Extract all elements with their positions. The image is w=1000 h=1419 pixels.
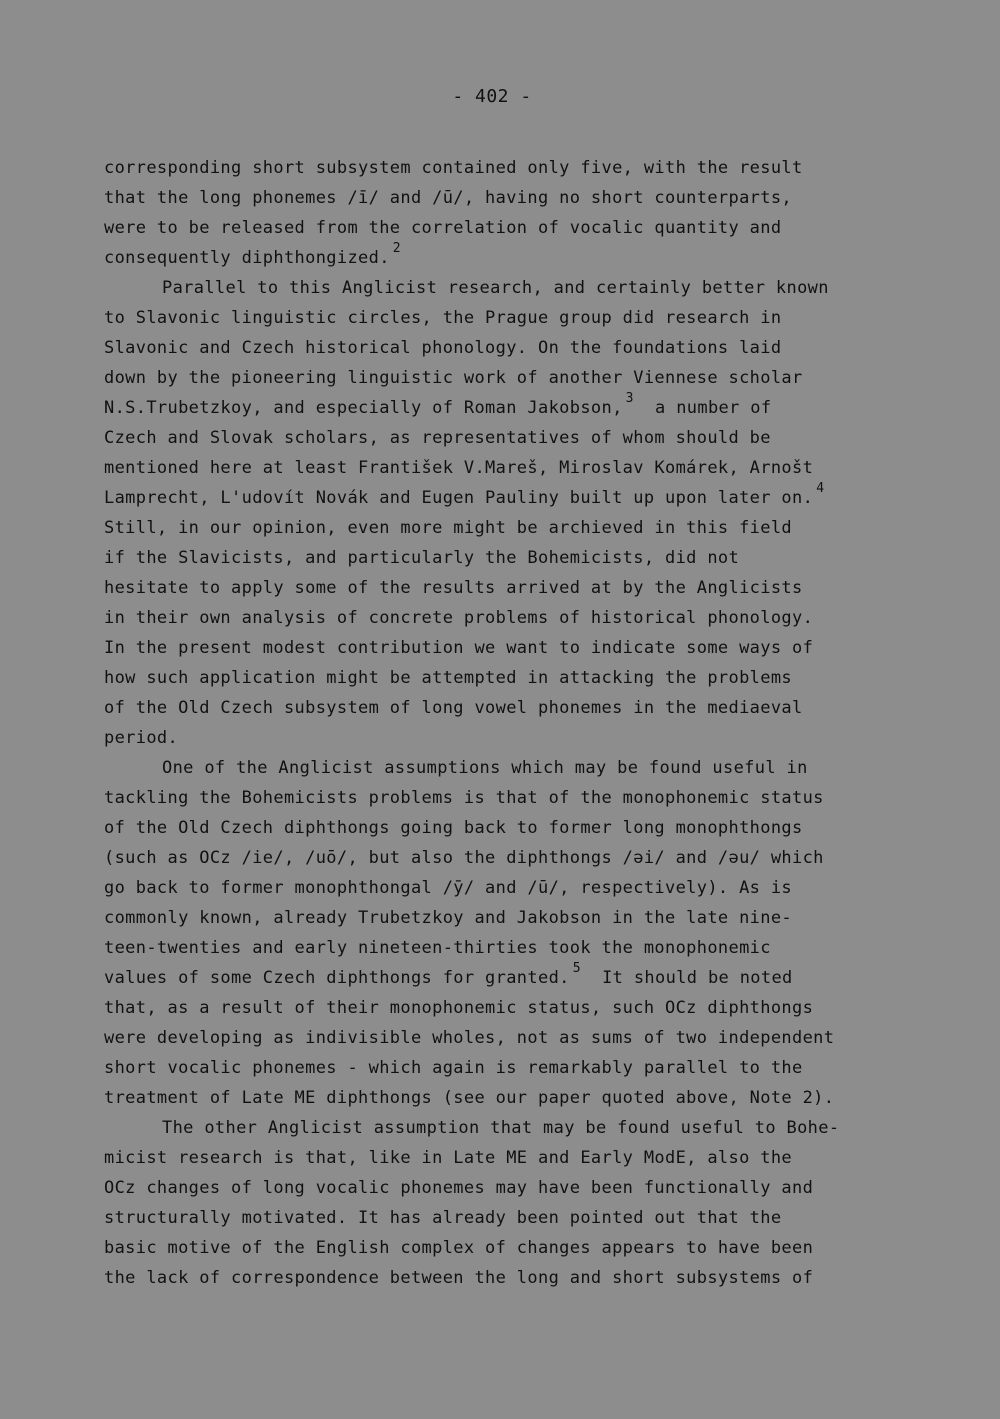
line-text: that the long phonemes /ī/ and /ū/, having no short counterparts,	[104, 188, 793, 208]
line-text: (such as OCz /ie/, /uō/, but also the diphthongs /əi/ and /əu/ which	[104, 848, 824, 868]
text-line	[104, 1263, 934, 1293]
text-line	[104, 693, 934, 723]
text-line	[104, 963, 934, 993]
body-text	[104, 153, 934, 1293]
line-text: hesitate to apply some of the results arrived at by the Anglicists	[104, 578, 803, 598]
line-text: the lack of correspondence between the long and short subsystems of	[104, 1268, 814, 1288]
line-text: tackling the Bohemicists problems is that of the monophonemic status	[104, 788, 824, 808]
text-line	[104, 513, 934, 543]
footnote-marker: 4	[816, 481, 825, 496]
line-text: Slavonic and Czech historical phonology. On the foundations laid	[104, 338, 782, 358]
line-text: micist research is that, like in Late ME and Early ModE, also the	[104, 1148, 793, 1168]
text-line	[104, 1023, 934, 1053]
text-line	[104, 753, 934, 783]
text-line	[104, 603, 934, 633]
text-line	[104, 843, 934, 873]
line-text: structurally motivated. It has already been pointed out that the	[104, 1208, 782, 1228]
line-text: were developing as indivisible wholes, not as sums of two independent	[104, 1028, 835, 1048]
text-line	[104, 1053, 934, 1083]
line-text: Czech and Slovak scholars, as representatives of whom should be	[104, 428, 771, 448]
line-text-continued: a number of	[633, 398, 772, 418]
text-line	[104, 483, 934, 513]
line-text: The other Anglicist assumption that may be found useful to Bohe-	[162, 1118, 840, 1138]
text-line	[104, 333, 934, 363]
line-text: to Slavonic linguistic circles, the Prague group did research in	[104, 308, 782, 328]
line-text: consequently diphthongized.	[104, 248, 390, 268]
line-text: Still, in our opinion, even more might be archieved in this field	[104, 518, 793, 538]
line-text: teen-twenties and early nineteen-thirties took the monophonemic	[104, 938, 771, 958]
text-line	[104, 723, 934, 753]
line-text: how such application might be attempted in attacking the problems	[104, 668, 793, 688]
text-line	[104, 663, 934, 693]
line-text: OCz changes of long vocalic phonemes may have been functionally and	[104, 1178, 814, 1198]
line-text: values of some Czech diphthongs for granted.	[104, 968, 570, 988]
line-text: One of the Anglicist assumptions which may be found useful in	[162, 758, 808, 778]
line-text: mentioned here at least František V.Mareš, Miroslav Komárek, Arnošt	[104, 458, 814, 478]
text-line	[104, 363, 934, 393]
line-text: of the Old Czech diphthongs going back to former long monophthongs	[104, 818, 803, 838]
line-text: corresponding short subsystem contained only five, with the result	[104, 158, 803, 178]
footnote-marker: 3	[625, 391, 634, 406]
text-line	[104, 573, 934, 603]
text-line	[104, 1203, 934, 1233]
text-line	[104, 303, 934, 333]
text-line	[104, 1143, 934, 1173]
text-line	[104, 153, 934, 183]
text-line	[104, 903, 934, 933]
line-text: of the Old Czech subsystem of long vowel phonemes in the mediaeval	[104, 698, 803, 718]
line-text: that, as a result of their monophonemic status, such OCz diphthongs	[104, 998, 814, 1018]
line-text: were to be released from the correlation of vocalic quantity and	[104, 218, 782, 238]
text-line	[104, 873, 934, 903]
text-line	[104, 543, 934, 573]
footnote-marker: 5	[572, 961, 581, 976]
text-line	[104, 423, 934, 453]
line-text: Lamprecht, L'udovít Novák and Eugen Pauliny built up upon later on.	[104, 488, 814, 508]
text-line	[104, 633, 934, 663]
line-text: treatment of Late ME diphthongs (see our paper quoted above, Note 2).	[104, 1088, 835, 1108]
line-text: in their own analysis of concrete problems of historical phonology.	[104, 608, 814, 628]
text-line	[104, 213, 934, 243]
line-text: period.	[104, 728, 179, 748]
line-text: go back to former monophthongal /ȳ/ and /ū/, respectively). As is	[104, 878, 793, 898]
text-line	[104, 1113, 934, 1143]
line-text: N.S.Trubetzkoy, and especially of Roman Jakobson,	[104, 398, 623, 418]
line-text: if the Slavicists, and particularly the Bohemicists, did not	[104, 548, 740, 568]
line-text: Parallel to this Anglicist research, and certainly better known	[162, 278, 829, 298]
text-line	[104, 1173, 934, 1203]
text-line	[104, 783, 934, 813]
text-line	[104, 453, 934, 483]
line-text: basic motive of the English complex of changes appears to have been	[104, 1238, 814, 1258]
text-line	[104, 183, 934, 213]
footnote-marker: 2	[392, 241, 401, 256]
text-line	[104, 813, 934, 843]
text-line	[104, 273, 934, 303]
text-line	[104, 243, 934, 273]
text-line	[104, 933, 934, 963]
text-line	[104, 1233, 934, 1263]
text-line	[104, 393, 934, 423]
text-line	[104, 1083, 934, 1113]
line-text: down by the pioneering linguistic work of another Viennese scholar	[104, 368, 803, 388]
line-text: In the present modest contribution we want to indicate some ways of	[104, 638, 814, 658]
page-number: - 402 -	[452, 86, 532, 107]
line-text: short vocalic phonemes - which again is remarkably parallel to the	[104, 1058, 803, 1078]
text-line	[104, 993, 934, 1023]
line-text: commonly known, already Trubetzkoy and Jakobson in the late nine-	[104, 908, 793, 928]
line-text-continued: It should be noted	[580, 968, 793, 988]
